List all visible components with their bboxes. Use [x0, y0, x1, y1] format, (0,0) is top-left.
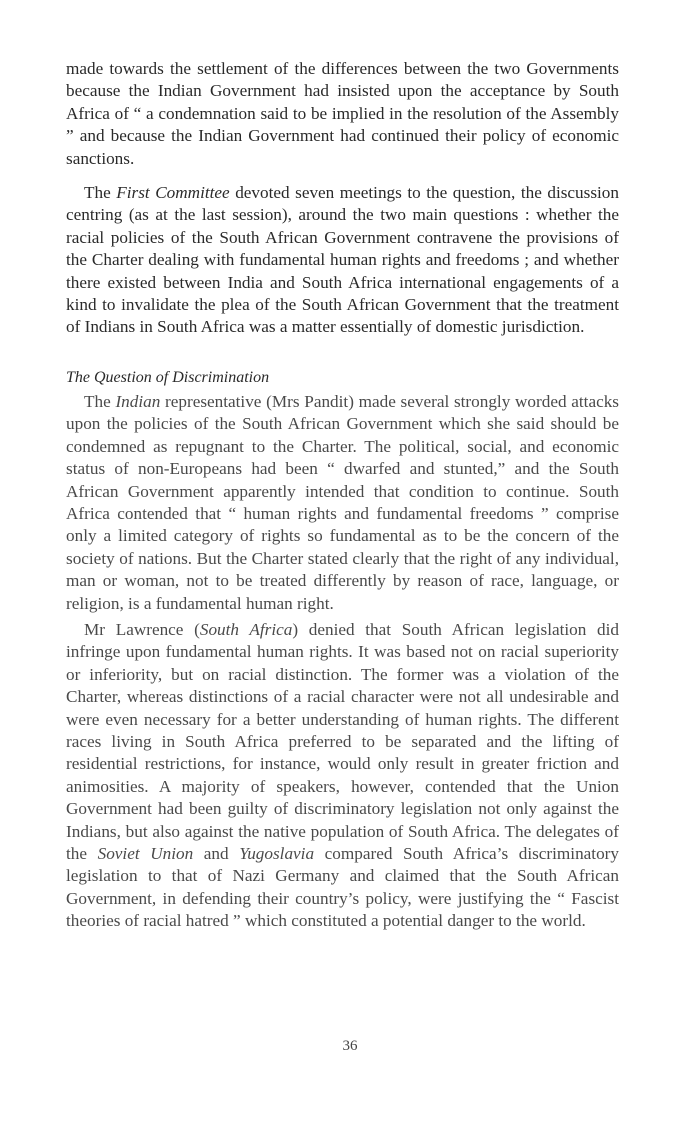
- text-run: The: [84, 183, 117, 203]
- text-run: devoted seven meetings to the question, the discussion centring (as at the last session), around the two main questions : whether the racial policies of the South African Government contravene the provisions of the Charter dealing with fundamental human rights and freedoms ; and whether there existed between India and South Africa international engagements of a kind to invalidate the plea of the South African Government that the treatment of Indians in South Africa was a matter essentially of domestic jurisdiction.: [66, 183, 619, 337]
- text-run: representative (Mrs Pandit) made several strongly worded attacks upon the policies of the South African Government which she said should be condemned as repugnant to the Charter. The political, social, and economic status of non-Europeans had been “ dwarfed and stunted,” and the South African Government apparently intended that condition to continue. South Africa contended that “ human rights and fundamental freedoms ” comprise only a limited category of rights so fundamental as to be the concern of the society of nations. But the Charter stated clearly that the right of any individual, man or woman, not to be treated differently by reason of race, language, or religion, is a fundamental human right.: [66, 391, 619, 613]
- text-run: ) denied that South African legislation did infringe upon fundamental human rights. It was based not on racial superiority or inferiority, but on racial distinction. The former was a violation of the Charter, whereas distinctions of a racial character were not all undesirable and were even necessary for a better understanding of human rights. The different races living in South Africa preferred to be separated and the lifting of residential restrictions, for instance, would only result in greater friction and animosities. A majority of speakers, however, contended that the Union Government had been guilty of discriminatory legislation not only against the Indians, but also against the native population of South Africa. The delegates of the: [66, 619, 620, 863]
- emphasis-indian: Indian: [115, 391, 161, 411]
- text-run: compared South Africa’s discriminatory legislation to that of Nazi Germany and claimed that the South African Government, in defending their country’s policy, were justifying the “ Fascist theories of racial hatred ” which constituted a potential danger to the world.: [66, 844, 619, 931]
- paragraph-continuation: made towards the settlement of the differences between the two Governments because the Indian Government had insisted upon the acceptance by South Africa of “ a condemnation said to be implied in the resolution of the Assembly ” and because the Indian Government had continued their policy of economic sanctions.: [66, 59, 619, 168]
- emphasis-soviet-union: Soviet Union: [97, 844, 194, 863]
- page-number: 36: [342, 1038, 358, 1054]
- paragraph-first-committee: [66, 182, 619, 339]
- emphasis-south-africa: South Africa: [199, 619, 293, 639]
- paragraph-indian-representative: [66, 391, 619, 615]
- emphasis-yugoslavia: Yugoslavia: [239, 844, 315, 863]
- text-run: The: [84, 391, 116, 411]
- document-page: [66, 58, 619, 933]
- text-run: and: [193, 844, 240, 863]
- emphasis-first-committee: First Committee: [116, 183, 230, 203]
- text-run: Mr Lawrence (: [84, 619, 200, 639]
- paragraph-mr-lawrence: [66, 619, 619, 933]
- section-heading: The Question of Discrimination: [66, 368, 270, 386]
